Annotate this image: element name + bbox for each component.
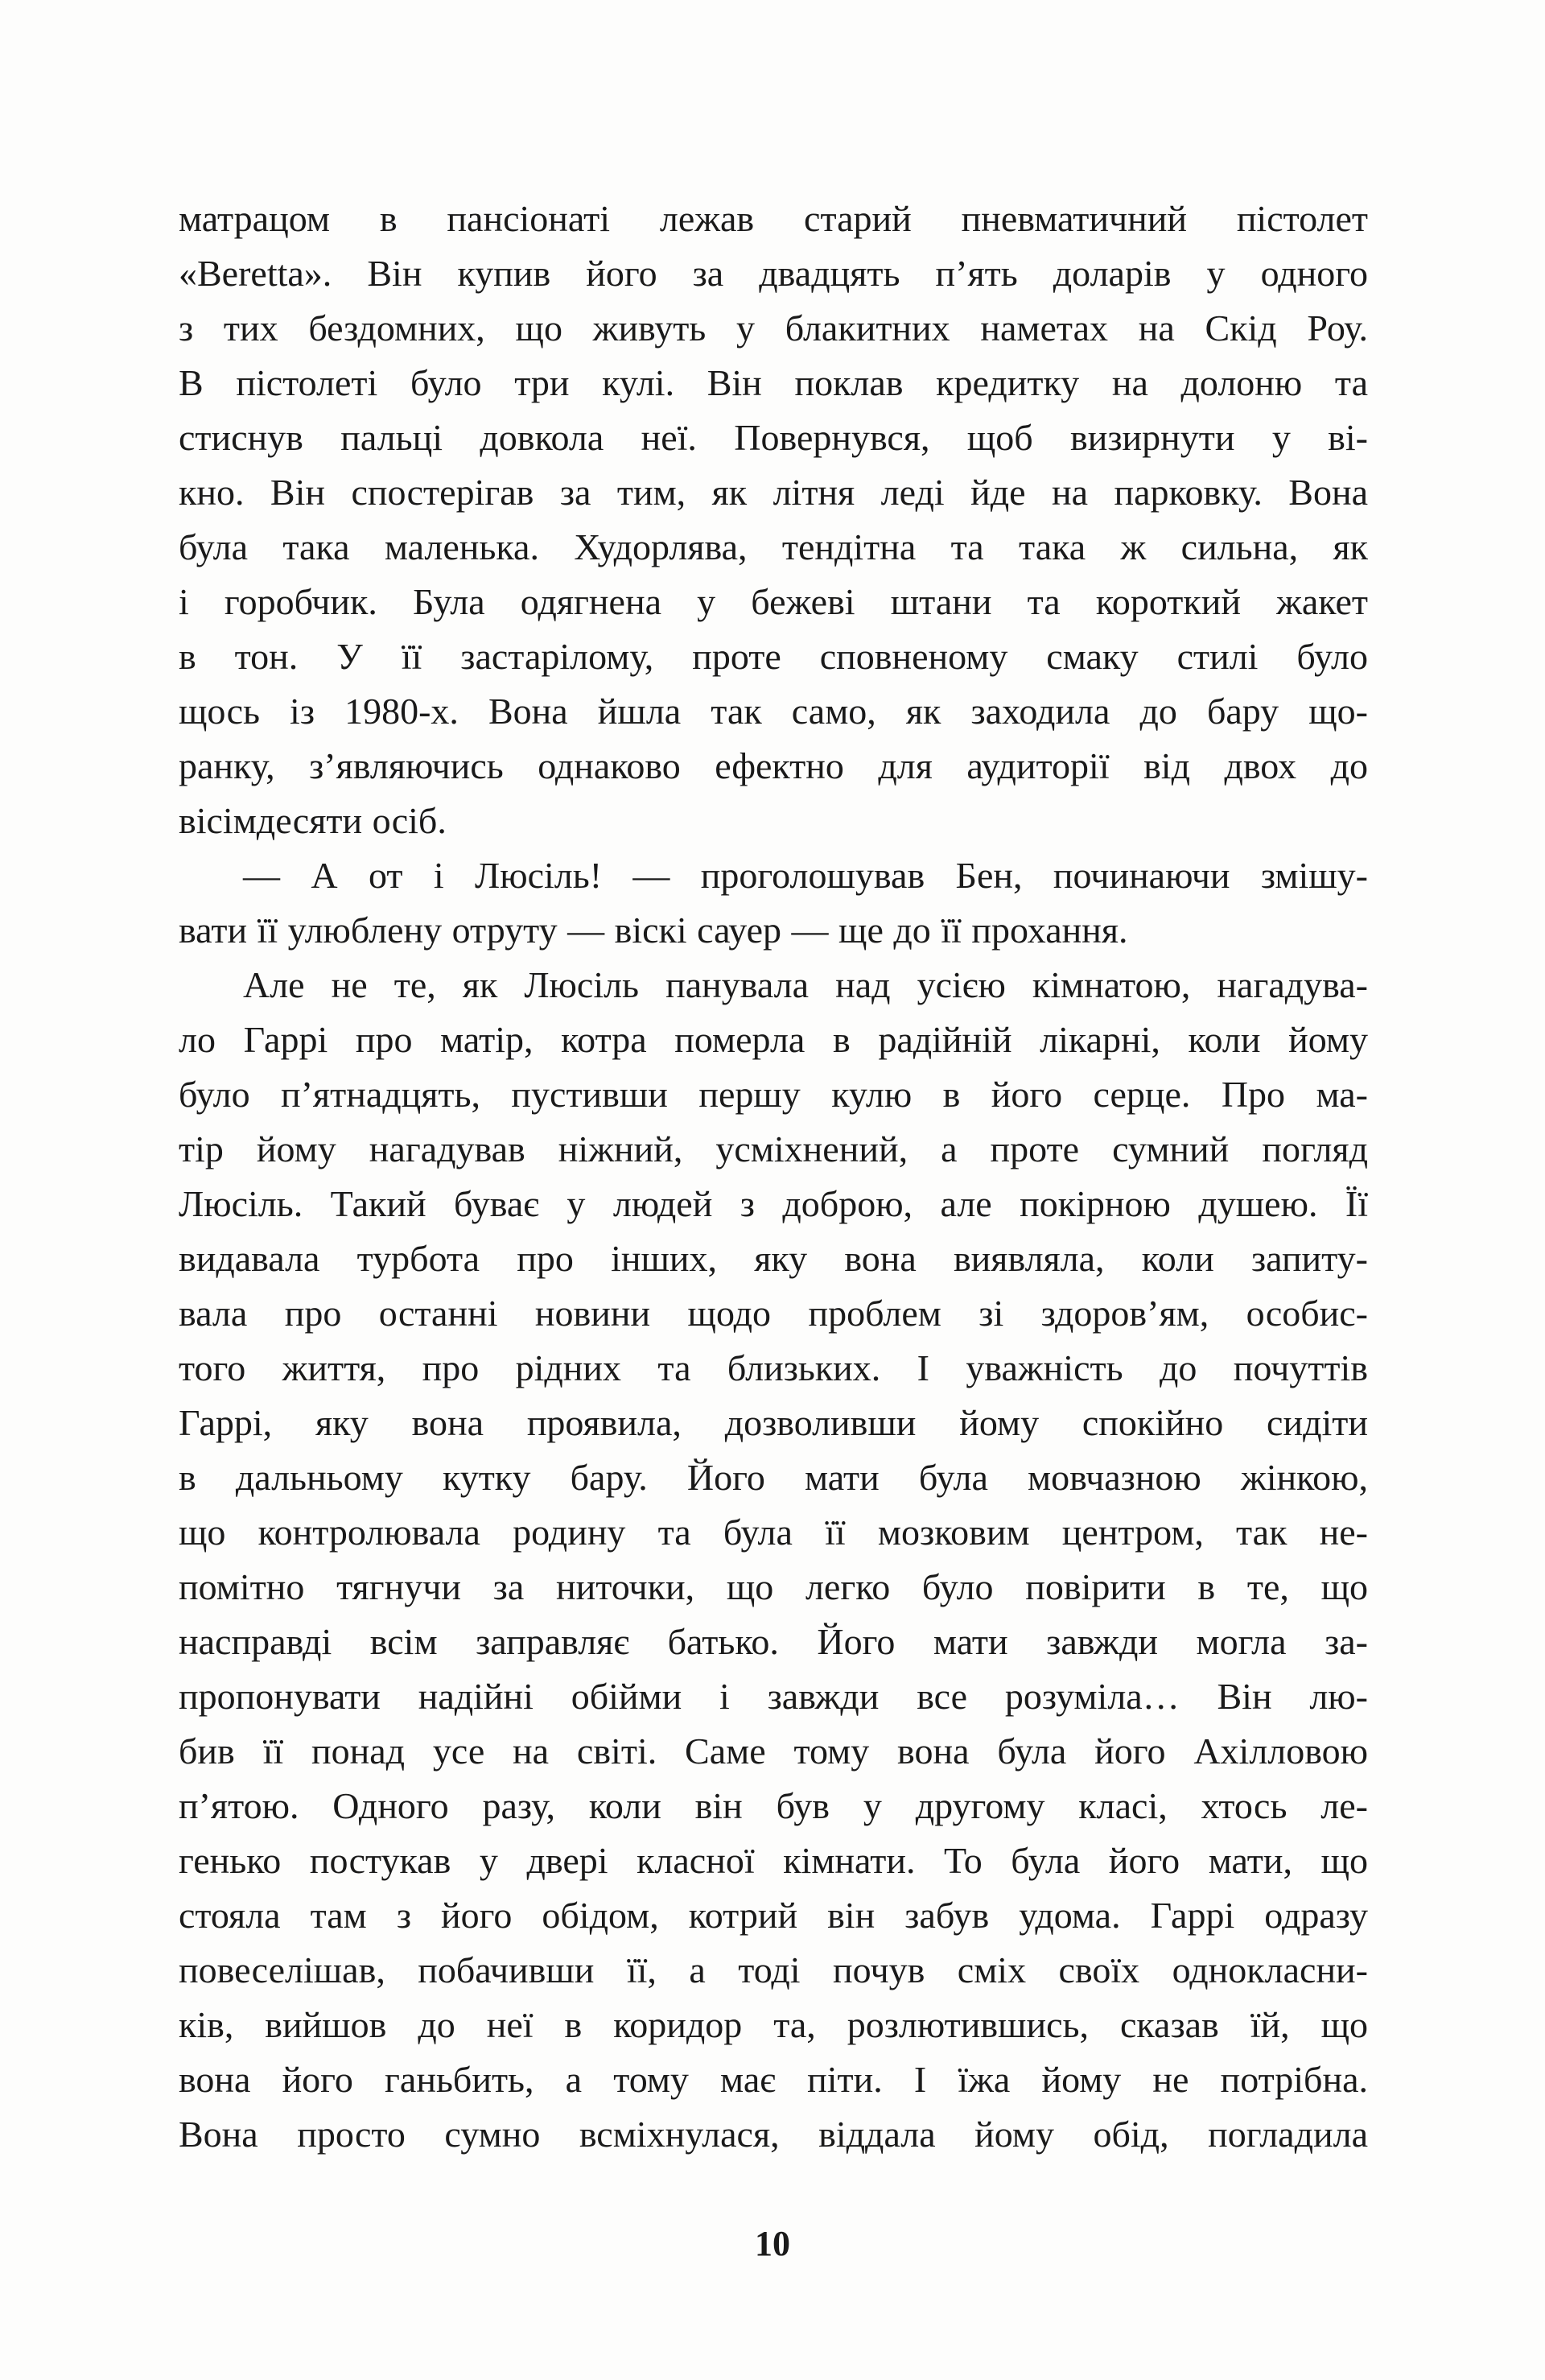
text-line: вати її улюблену отруту — віскі сауер — ще до її прохання.	[179, 910, 1128, 951]
text-line: Гаррі, яку вона проявила, дозволивши йому спокійно сидіти	[179, 1402, 1368, 1443]
paragraph	[179, 192, 1368, 848]
text-line: — А от і Люсіль! — проголошував Бен, починаючи змішу-	[243, 855, 1368, 896]
page-text	[179, 192, 1368, 2162]
text-line: пропонувати надійні обійми і завжди все розуміла… Він лю-	[179, 1676, 1368, 1717]
text-line: було п’ятнадцять, пустивши першу кулю в його серце. Про ма-	[179, 1074, 1368, 1115]
text-line: В пістолеті було три кулі. Він поклав кредитку на долоню та	[179, 362, 1368, 403]
text-line: повеселішав, побачивши її, а тоді почув сміх своїх однокласни-	[179, 1949, 1368, 1990]
paragraph	[179, 958, 1368, 2162]
text-line: помітно тягнучи за ниточки, що легко було повірити в те, що	[179, 1566, 1368, 1607]
text-line: «Beretta». Він купив його за двадцять п’ять доларів у одного	[179, 253, 1368, 294]
page-number: 10	[755, 2224, 790, 2263]
text-line: з тих бездомних, що живуть у блакитних наметах на Скід Роу.	[179, 307, 1368, 349]
text-line: Але не те, як Люсіль панувала над усією кімнатою, нагадува-	[243, 964, 1368, 1005]
text-line: Люсіль. Такий буває у людей з доброю, але покірною душею. Її	[179, 1183, 1368, 1224]
paragraph	[179, 848, 1368, 958]
text-line: кно. Він спостерігав за тим, як літня леді йде на парковку. Вона	[179, 472, 1368, 513]
text-line: в дальньому кутку бару. Його мати була мовчазною жінкою,	[179, 1457, 1368, 1498]
text-line: ло Гаррі про матір, котра померла в радійній лікарні, коли йому	[179, 1019, 1368, 1060]
text-line: і горобчик. Була одягнена у бежеві штани та короткий жакет	[179, 581, 1368, 622]
text-line: була така маленька. Худорлява, тендітна та така ж сильна, як	[179, 526, 1368, 567]
text-line: вісімдесяти осіб.	[179, 800, 447, 841]
text-line: того життя, про рідних та близьких. І уважність до почуттів	[179, 1347, 1368, 1388]
text-line: стояла там з його обідом, котрий він забув удома. Гаррі одразу	[179, 1895, 1368, 1936]
text-line: тір йому нагадував ніжний, усміхнений, а проте сумний погляд	[179, 1128, 1368, 1169]
text-line: матрацом в пансіонаті лежав старий пневматичний пістолет	[179, 198, 1368, 239]
text-line: ранку, з’являючись однаково ефектно для аудиторії від двох до	[179, 745, 1368, 786]
text-line: генько постукав у двері класної кімнати. То була його мати, що	[179, 1840, 1368, 1881]
text-line: ків, вийшов до неї в коридор та, розлютившись, сказав їй, що	[179, 2004, 1368, 2045]
text-line: Вона просто сумно всміхнулася, віддала йому обід, погладила	[179, 2114, 1368, 2155]
text-line: вона його ганьбить, а тому має піти. І їжа йому не потрібна.	[179, 2059, 1368, 2100]
text-line: в тон. У її застарілому, проте сповненому смаку стилі було	[179, 636, 1368, 677]
text-line: стиснув пальці довкола неї. Повернувся, щоб визирнути у ві-	[179, 417, 1368, 458]
text-line: що контролювала родину та була її мозковим центром, так не-	[179, 1512, 1368, 1553]
text-line: п’ятою. Одного разу, коли він був у другому класі, хтось ле-	[179, 1785, 1368, 1826]
text-line: насправді всім заправляє батько. Його мати завжди могла за-	[179, 1621, 1368, 1662]
text-line: щось із 1980-х. Вона йшла так само, як заходила до бару що-	[179, 691, 1368, 732]
text-line: видавала турбота про інших, яку вона виявляла, коли запиту-	[179, 1238, 1368, 1279]
text-line: бив її понад усе на світі. Саме тому вона була його Ахілловою	[179, 1730, 1368, 1772]
text-line: вала про останні новини щодо проблем зі здоров’ям, особис-	[179, 1293, 1368, 1334]
